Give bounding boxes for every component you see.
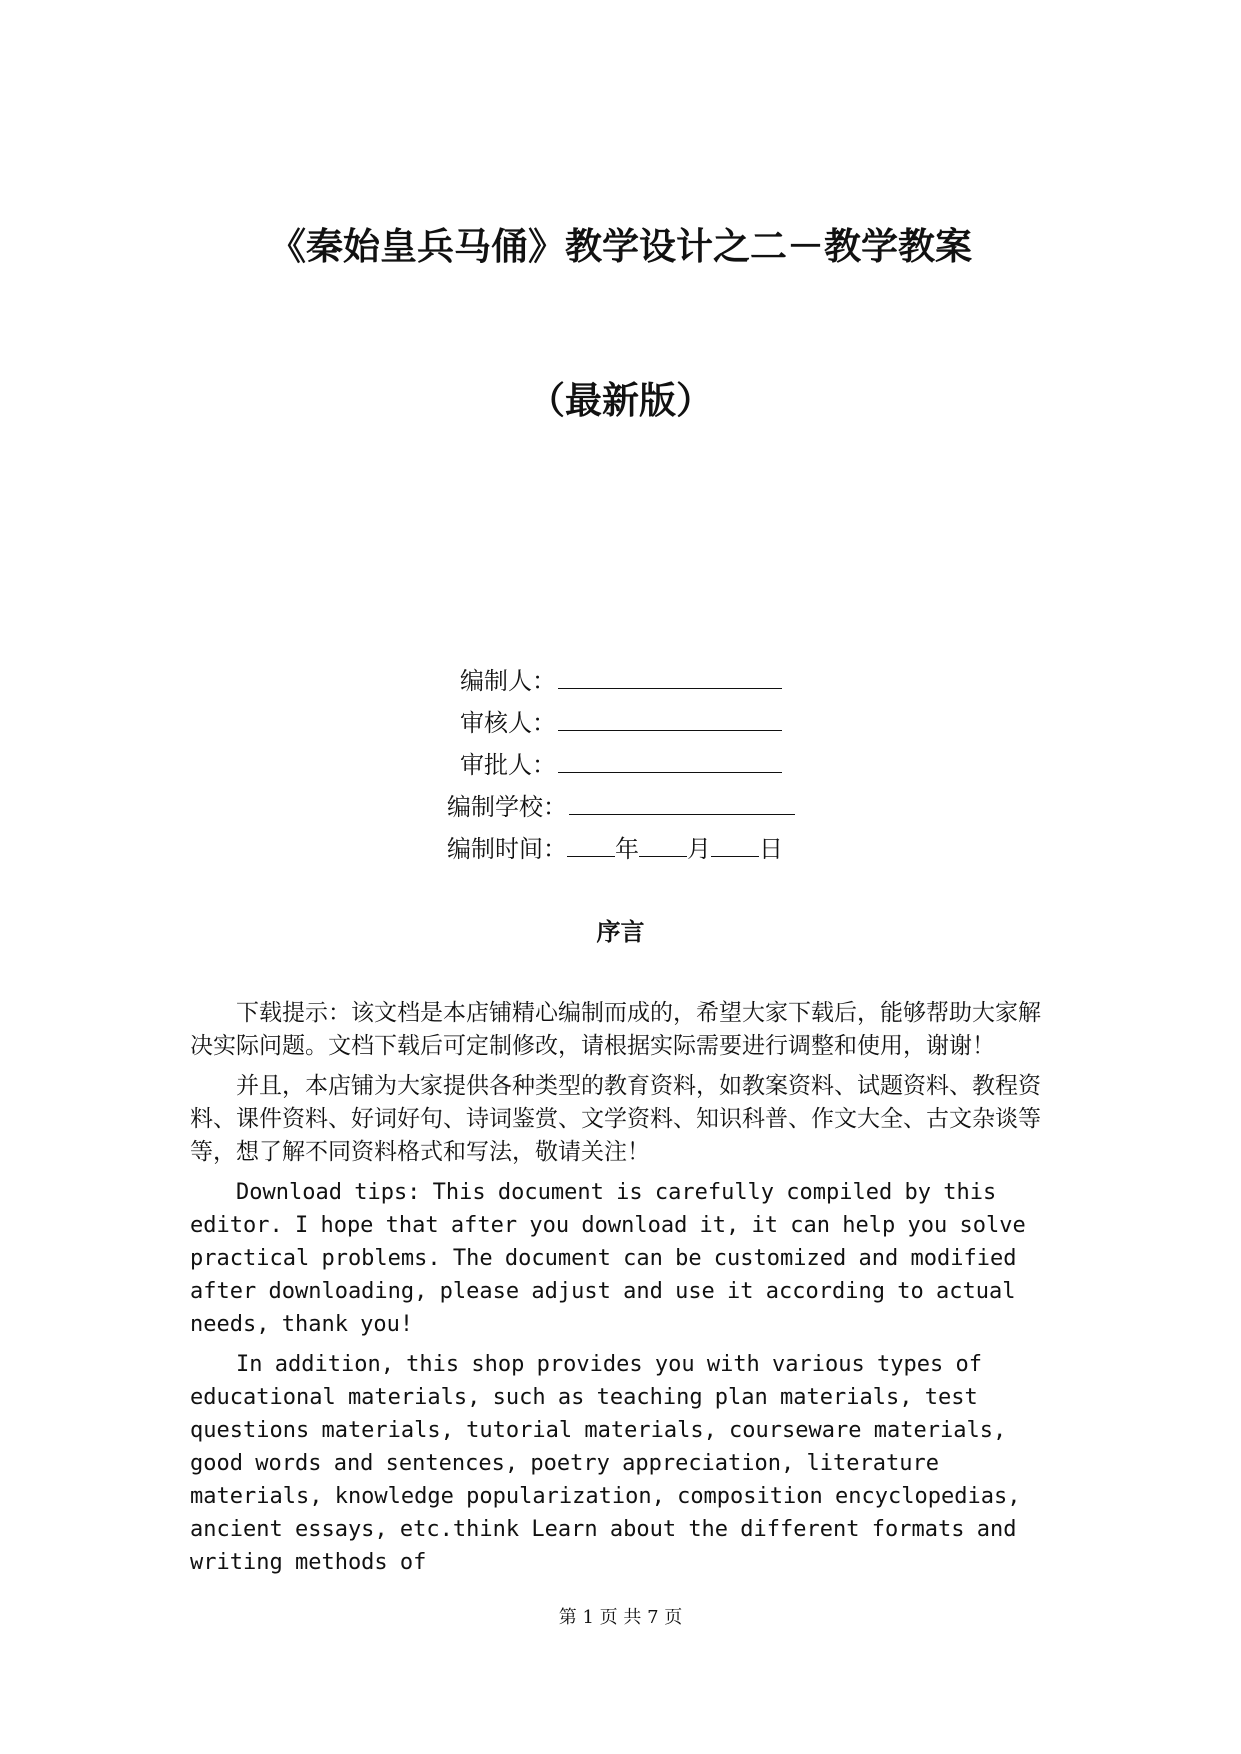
preface-body (190, 997, 1060, 1586)
school-row (447, 786, 795, 828)
reviewer-row (460, 702, 782, 744)
approver-label: 审批人： (460, 751, 556, 779)
reviewer-blank (558, 710, 782, 731)
document-subtitle: （最新版） (528, 378, 713, 422)
month-blank (639, 836, 687, 857)
compiler-row (460, 660, 782, 702)
month-label: 月 (687, 835, 711, 863)
school-label: 编制学校： (447, 793, 567, 821)
time-row (447, 828, 783, 870)
time-label: 编制时间： (447, 835, 567, 863)
reviewer-label: 审核人： (460, 709, 556, 737)
document-title: 《秦始皇兵马俑》教学设计之二－教学教案 (269, 224, 972, 268)
year-blank (567, 836, 615, 857)
paragraph-download-tip-en: Download tips: This document is carefully compiled by this editor. I hope that after you download it, it can help you solve practical problems. The document can be customized and modified after downloading, please adjust and use it according to actual needs, thank you! (190, 1180, 1026, 1337)
day-label: 日 (759, 835, 783, 863)
compiler-label: 编制人： (460, 667, 556, 695)
preface-heading: 序言 (596, 917, 645, 946)
day-blank (711, 836, 759, 857)
paragraph-download-tip-cn: 下载提示：该文档是本店铺精心编制而成的，希望大家下载后，能够帮助大家解决实际问题。文档下载后可定制修改，请根据实际需要进行调整和使用，谢谢！ (190, 1000, 1041, 1059)
paragraph-materials-cn: 并且，本店铺为大家提供各种类型的教育资料，如教案资料、试题资料、教程资料、课件资料、好词好句、诗词鉴赏、文学资料、知识科普、作文大全、古文杂谈等等，想了解不同资料格式和写法，敬请关注！ (190, 1073, 1041, 1165)
paragraph-materials-en: In addition, this shop provides you with various types of educational materials, such as teaching plan materials, test questions materials, tutorial materials, courseware materials, good words and sentences, poetry appreciation, literature materials, knowledge popularization, composition encyclopedias, ancient essays, etc.think Learn about the different formats and writing methods of (190, 1352, 1021, 1575)
school-blank (569, 794, 795, 815)
page-number: 第 1 页 共 7 页 (558, 1607, 683, 1628)
year-label: 年 (615, 835, 639, 863)
compiler-blank (558, 668, 782, 689)
approver-blank (558, 752, 782, 773)
approver-row (460, 744, 782, 786)
